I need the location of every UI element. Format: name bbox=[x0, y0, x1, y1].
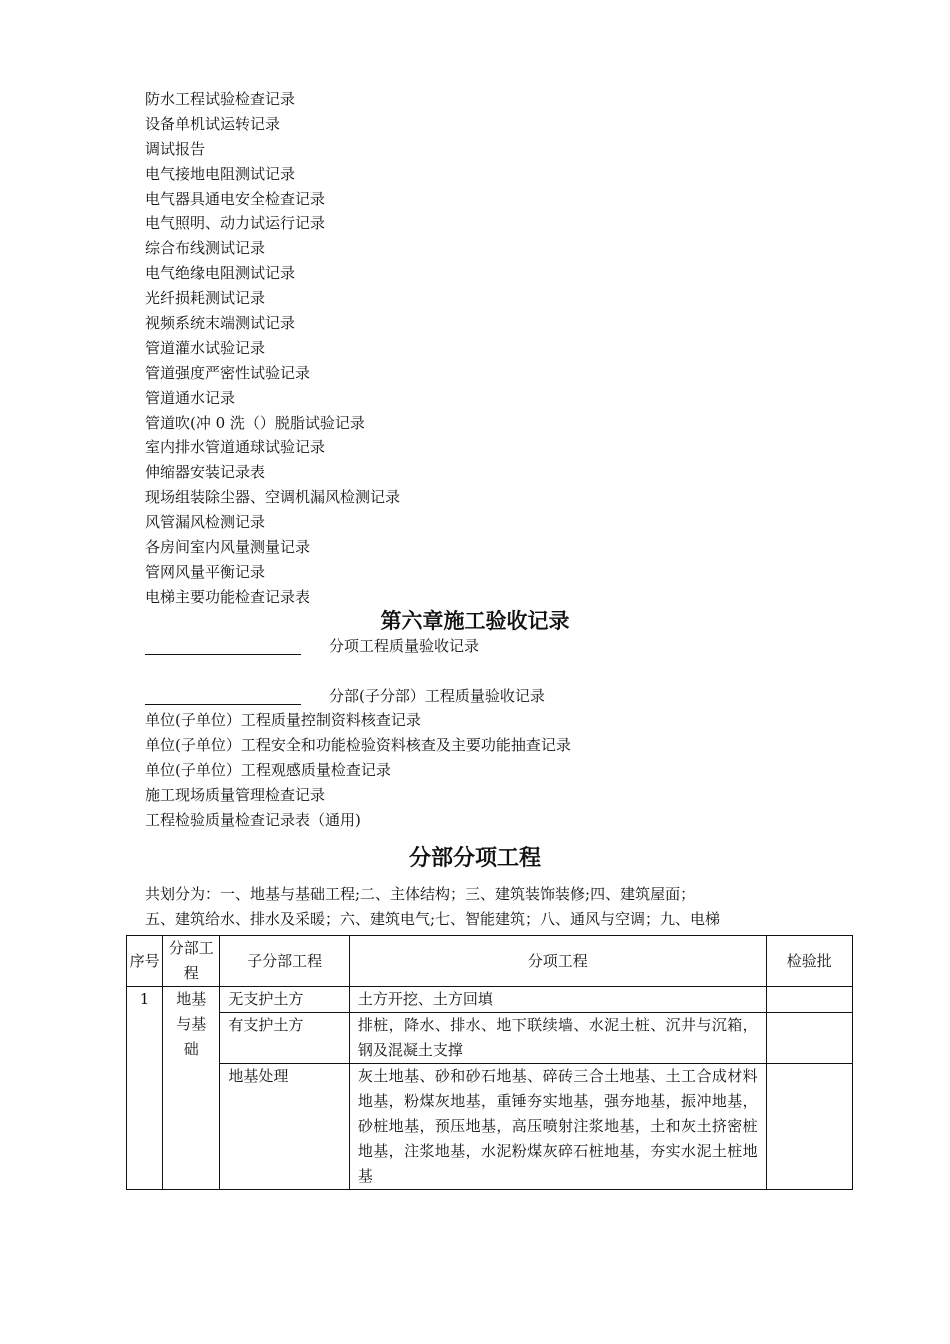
list-item: 管道强度严密性试验记录 bbox=[145, 363, 311, 382]
list-item: 风管漏风检测记录 bbox=[145, 513, 266, 532]
header-index: 序号 bbox=[127, 936, 163, 987]
section-title: 分部分项工程 bbox=[408, 845, 541, 871]
records-list bbox=[145, 87, 400, 610]
list-item: 现场组装除尘器、空调机漏风检测记录 bbox=[145, 488, 401, 507]
row-item: 土方开挖、土方回填 bbox=[349, 987, 766, 1013]
list-item: 室内排水管道通球试验记录 bbox=[145, 438, 326, 457]
list-item: 各房间室内风量测量记录 bbox=[145, 538, 311, 557]
row-index: 1 bbox=[127, 987, 163, 1190]
list-item: 伸缩器安装记录表 bbox=[145, 463, 266, 482]
list-item: 光纤损耗测试记录 bbox=[145, 289, 266, 308]
row-subdivision: 地基处理 bbox=[220, 1064, 350, 1190]
list-item: 施工现场质量管理检查记录 bbox=[145, 786, 326, 804]
row-subdivision: 有支护土方 bbox=[220, 1013, 350, 1064]
list-item: 管道通水记录 bbox=[145, 388, 236, 407]
row-lot bbox=[766, 987, 852, 1013]
list-item: 电气绝缘电阻测试记录 bbox=[145, 264, 296, 283]
table-row bbox=[127, 1013, 853, 1064]
list-item: 设备单机试运转记录 bbox=[145, 114, 281, 133]
division-table bbox=[126, 935, 853, 1190]
header-item: 分项工程 bbox=[349, 936, 766, 987]
list-item: 电气器具通电安全检查记录 bbox=[145, 189, 326, 208]
list-item: 工程检验质量检查记录表（通用) bbox=[145, 811, 361, 829]
table-row bbox=[127, 987, 853, 1013]
acceptance-list bbox=[145, 708, 571, 833]
header-division: 分部工程 bbox=[163, 936, 220, 987]
list-item: 单位(子单位）工程安全和功能检验资料核查及主要功能抽查记录 bbox=[145, 736, 571, 754]
list-item: 防水工程试验检查记录 bbox=[145, 90, 296, 108]
list-item: 调试报告 bbox=[145, 139, 206, 158]
list-item: 管网风量平衡记录 bbox=[145, 562, 266, 581]
row-division: 地基与基础 bbox=[163, 987, 220, 1190]
fill-in-blank-line bbox=[145, 690, 301, 705]
list-item: 综合布线测试记录 bbox=[145, 239, 266, 258]
header-lot: 检验批 bbox=[766, 936, 852, 987]
blank-line-label: 分项工程质量验收记录 bbox=[329, 637, 480, 655]
row-item: 排桩，降水、排水、地下联续墙、水泥土桩、沉井与沉箱，钢及混凝土支撑 bbox=[349, 1013, 766, 1064]
list-item: 视频系统末端测试记录 bbox=[145, 314, 296, 333]
blank-line-item bbox=[145, 684, 545, 708]
list-item: 电梯主要功能检查记录表 bbox=[145, 587, 311, 606]
list-item: 电气接地电阻测试记录 bbox=[145, 164, 296, 183]
table-row bbox=[127, 1064, 853, 1190]
chapter-title: 第六章施工验收记录 bbox=[380, 608, 570, 633]
list-item: 管道吹(冲 0 洗（）脱脂试验记录 bbox=[145, 413, 365, 432]
row-lot bbox=[766, 1064, 852, 1190]
table-header-row bbox=[127, 936, 853, 987]
list-item: 电气照明、动力试运行记录 bbox=[145, 214, 326, 233]
list-item: 单位(子单位）工程观感质量检查记录 bbox=[145, 761, 391, 779]
row-item: 灰土地基、砂和砂石地基、碎砖三合土地基、土工合成材料地基，粉煤灰地基，重锤夯实地基，强夯地基，振冲地基，砂桩地基，预压地基，高压喷射注浆地基，土和灰土挤密桩地基，注浆地基，水泥粉煤灰碎石桩地基，夯实水泥土桩地基 bbox=[349, 1064, 766, 1190]
row-lot bbox=[766, 1013, 852, 1064]
list-item: 单位(子单位）工程质量控制资料核查记录 bbox=[145, 711, 421, 729]
fill-in-blank-line bbox=[145, 640, 301, 655]
intro-line: 五、建筑给水、排水及采暖；六、建筑电气;七、智能建筑；八、通风与空调；九、电梯 bbox=[145, 910, 721, 928]
intro-line: 共划分为：一、地基与基础工程;二、主体结构；三、建筑装饰装修;四、建筑屋面； bbox=[145, 885, 696, 903]
blank-line-label: 分部(子分部）工程质量验收记录 bbox=[329, 687, 545, 705]
list-item: 管道灌水试验记录 bbox=[145, 338, 266, 357]
blank-line-item bbox=[145, 634, 479, 658]
header-subdivision: 子分部工程 bbox=[220, 936, 350, 987]
row-subdivision: 无支护土方 bbox=[220, 987, 350, 1013]
